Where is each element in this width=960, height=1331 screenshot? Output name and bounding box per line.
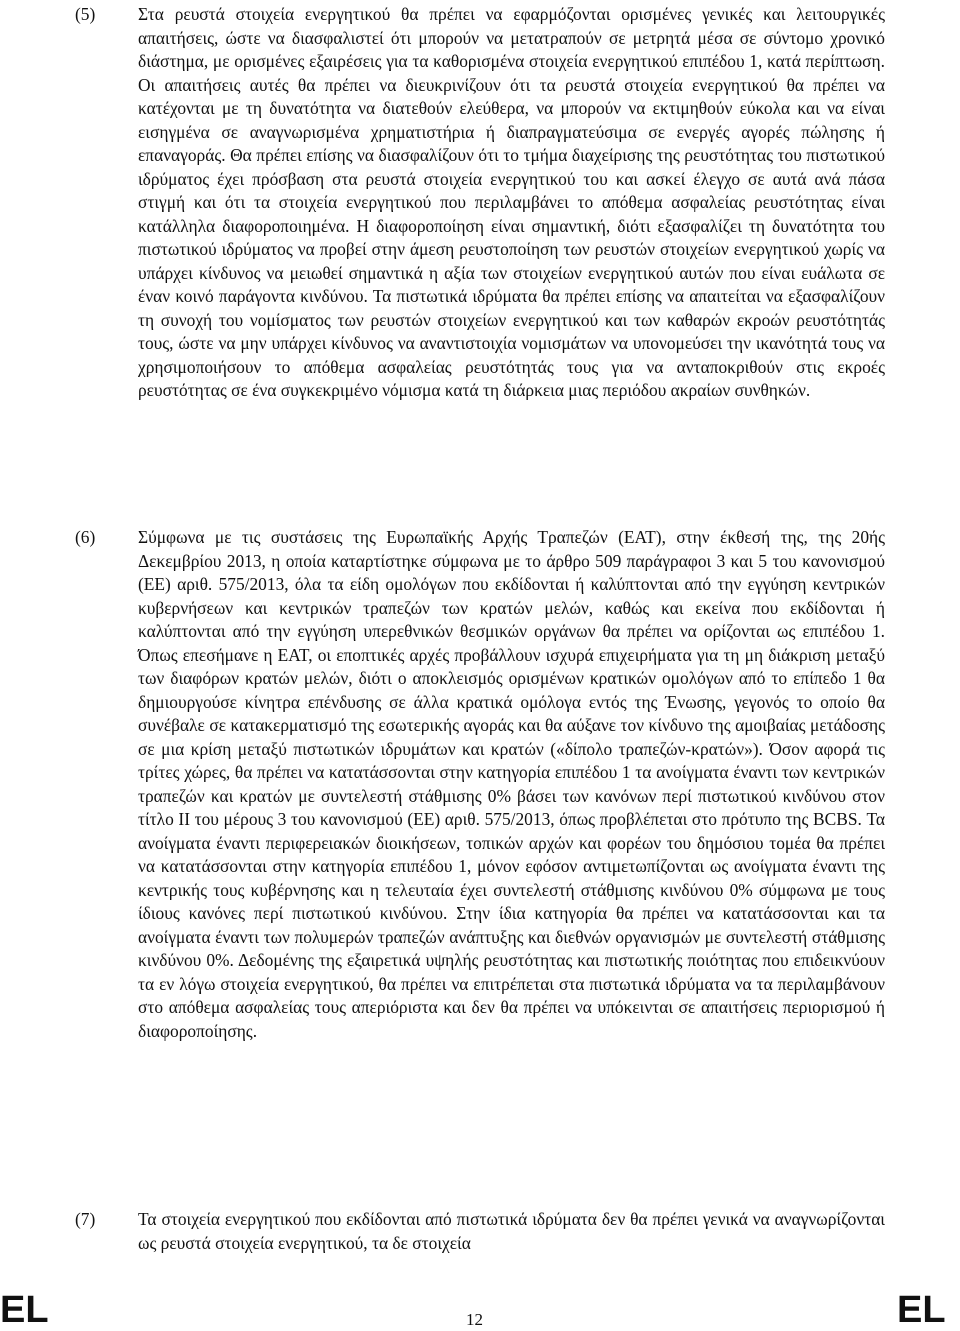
paragraph-number: (7) <box>75 1209 96 1229</box>
footer-language-label-right: EL <box>897 1289 946 1331</box>
paragraph-5 <box>75 3 885 403</box>
footer-language-label-left: EL <box>0 1289 49 1331</box>
page-number: 12 <box>466 1310 483 1329</box>
paragraph-text: Στα ρευστά στοιχεία ενεργητικού θα πρέπει να εφαρμόζονται ορισμένες γενικές και λειτουργικές απαιτήσεις, ώστε να διασφαλιστεί ότι μπορούν να μετατραπούν σε μετρητά μέσα σε σύντομο χρονικό διάστημα, με ορισμένες εξαιρέσεις για τα καθορισμένα στοιχεία ενεργητικού επιπέδου 1, κατά περίπτωση. Οι απαιτήσεις αυτές θα πρέπει να διευκρινίζουν ότι τα ρευστά στοιχεία ενεργητικού θα πρέπει να κατέχονται με τη δυνατότητα να διατεθούν ελεύθερα, να μπορούν να εκτιμηθούν εύκολα και να είναι εισηγμένα σε αναγνωρισμένα χρηματιστήρια ή διαπραγματεύσιμα σε ενεργές αγορές πώλησης ή επαναγοράς. Θα πρέπει επίσης να διασφαλίζουν ότι το τμήμα διαχείρισης της ρευστότητας του πιστωτικού ιδρύματος έχει πρόσβαση στα ρευστά στοιχεία ενεργητικού του και ασκεί έλεγχο σε αυτά ανά πάσα στιγμή και ότι τα στοιχεία ενεργητικού που περιλαμβάνει το απόθεμα ασφαλείας ρευστότητας είναι κατάλληλα διαφοροποιημένα. Η διαφοροποίηση είναι σημαντική, διότι εξασφαλίζει τη δυνατότητα του πιστωτικού ιδρύματος να προβεί στην άμεση ρευστοποίηση των ρευστών στοιχείων ενεργητικού χωρίς να υπάρχει κίνδυνος να μειωθεί σημαντικά η αξία των στοιχείων ενεργητικού αυτών που είναι ευάλωτα σε έναν κοινό παράγοντα κινδύνου. Τα πιστωτικά ιδρύματα θα πρέπει επίσης να απαιτείται να εξασφαλίζουν τη συνοχή του νομίσματος των ρευστών στοιχείων ενεργητικού και των καθαρών εκροών ρευστότητάς τους, ώστε να μην υπάρχει κίνδυνος να αναντιστοιχία νομισμάτων να υπονομεύσει την ικανότητά τους να χρησιμοποιήσουν το απόθεμα ασφαλείας ρευστότητάς τους για να ανταποκριθούν στις εκροές ρευστότητας σε ένα συγκεκριμένο νόμισμα κατά τη διάρκεια μιας περιόδου ακραίων συνθηκών. <box>138 4 885 400</box>
paragraph-text: Σύμφωνα με τις συστάσεις της Ευρωπαϊκής Αρχής Τραπεζών (ΕΑΤ), στην έκθεσή της, της 20ής Δεκεμβρίου 2013, η οποία καταρτίστηκε σύμφωνα με το άρθρο 509 παράγραφοι 3 και 5 του κανονισμού (ΕΕ) αριθ. 575/2013, όλα τα είδη ομολόγων που εκδίδονται ή καλύπτονται από την εγγύηση κεντρικών κυβερνήσεων και κεντρικών τραπεζών των κρατών μελών, καθώς και εκείνα που εκδίδονται ή καλύπτονται από την εγγύηση υπερεθνικών θεσμικών οργάνων θα πρέπει να ορίζονται ως επιπέδου 1. Όπως επεσήμανε η ΕΑΤ, οι εποπτικές αρχές προβάλλουν ισχυρά επιχειρήματα για τη μη διάκριση μεταξύ των διαφόρων κρατών μελών, διότι ο αποκλεισμός ορισμένων κρατικών ομολόγων από το επίπεδο 1 θα δημιουργούσε κίνητρα επένδυσης σε άλλα κρατικά ομόλογα εντός της Ένωσης, γεγονός το οποίο θα συνέβαλε σε κατακερματισμό της εσωτερικής αγοράς και θα αύξανε τον κίνδυνο της αμοιβαίας μετάδοσης σε μια κρίση μεταξύ πιστωτικών ιδρυμάτων και κρατών («δίπολο τραπεζών-κρατών»). Όσον αφορά τις τρίτες χώρες, θα πρέπει να κατατάσσονται στην κατηγορία επιπέδου 1 τα ανοίγματα έναντι των κεντρικών τραπεζών και κρατών με συντελεστή στάθμισης 0% βάσει των κανόνων περί πιστωτικού κινδύνου στον τίτλο II του μέρους 3 του κανονισμού (ΕΕ) αριθ. 575/2013, όπως προβλέπεται στο πρότυπο της BCBS. Τα ανοίγματα έναντι περιφερειακών διοικήσεων, τοπικών αρχών και φορέων του δημόσιου τομέα θα πρέπει να κατατάσσονται στην κατηγορία επιπέδου 1, μόνον εφόσον αντιμετωπίζονται ως ανοίγματα έναντι της κεντρικής τους κυβέρνησης και η τελευταία έχει συντελεστή στάθμισης κινδύνου 0% σύμφωνα με τους ίδιους κανόνες περί πιστωτικού κινδύνου. Στην ίδια κατηγορία θα πρέπει να κατατάσσονται και τα ανοίγματα έναντι των πολυμερών τραπεζών ανάπτυξης και διεθνών οργανισμών με συντελεστή στάθμισης κινδύνου 0%. Δεδομένης της εξαιρετικά υψηλής ρευστότητας και πιστωτικής ποιότητας που επιδεικνύουν τα εν λόγω στοιχεία ενεργητικού, θα πρέπει να επιτρέπεται στα πιστωτικά ιδρύματα να τα περιλαμβάνουν στο απόθεμα ασφαλείας τους απεριόριστα και δεν θα πρέπει να υπόκεινται σε απαιτήσεις περιορισμού ή διαφοροποίησης. <box>138 527 885 1041</box>
paragraph-text: Τα στοιχεία ενεργητικού που εκδίδονται από πιστωτικά ιδρύματα δεν θα πρέπει γενικά να αναγνωρίζονται ως ρευστά στοιχεία ενεργητικού, τα δε στοιχεία <box>138 1209 885 1253</box>
paragraph-7 <box>75 1208 885 1255</box>
paragraph-6 <box>75 526 885 1043</box>
paragraph-number: (5) <box>75 4 96 24</box>
paragraph-number: (6) <box>75 527 96 547</box>
